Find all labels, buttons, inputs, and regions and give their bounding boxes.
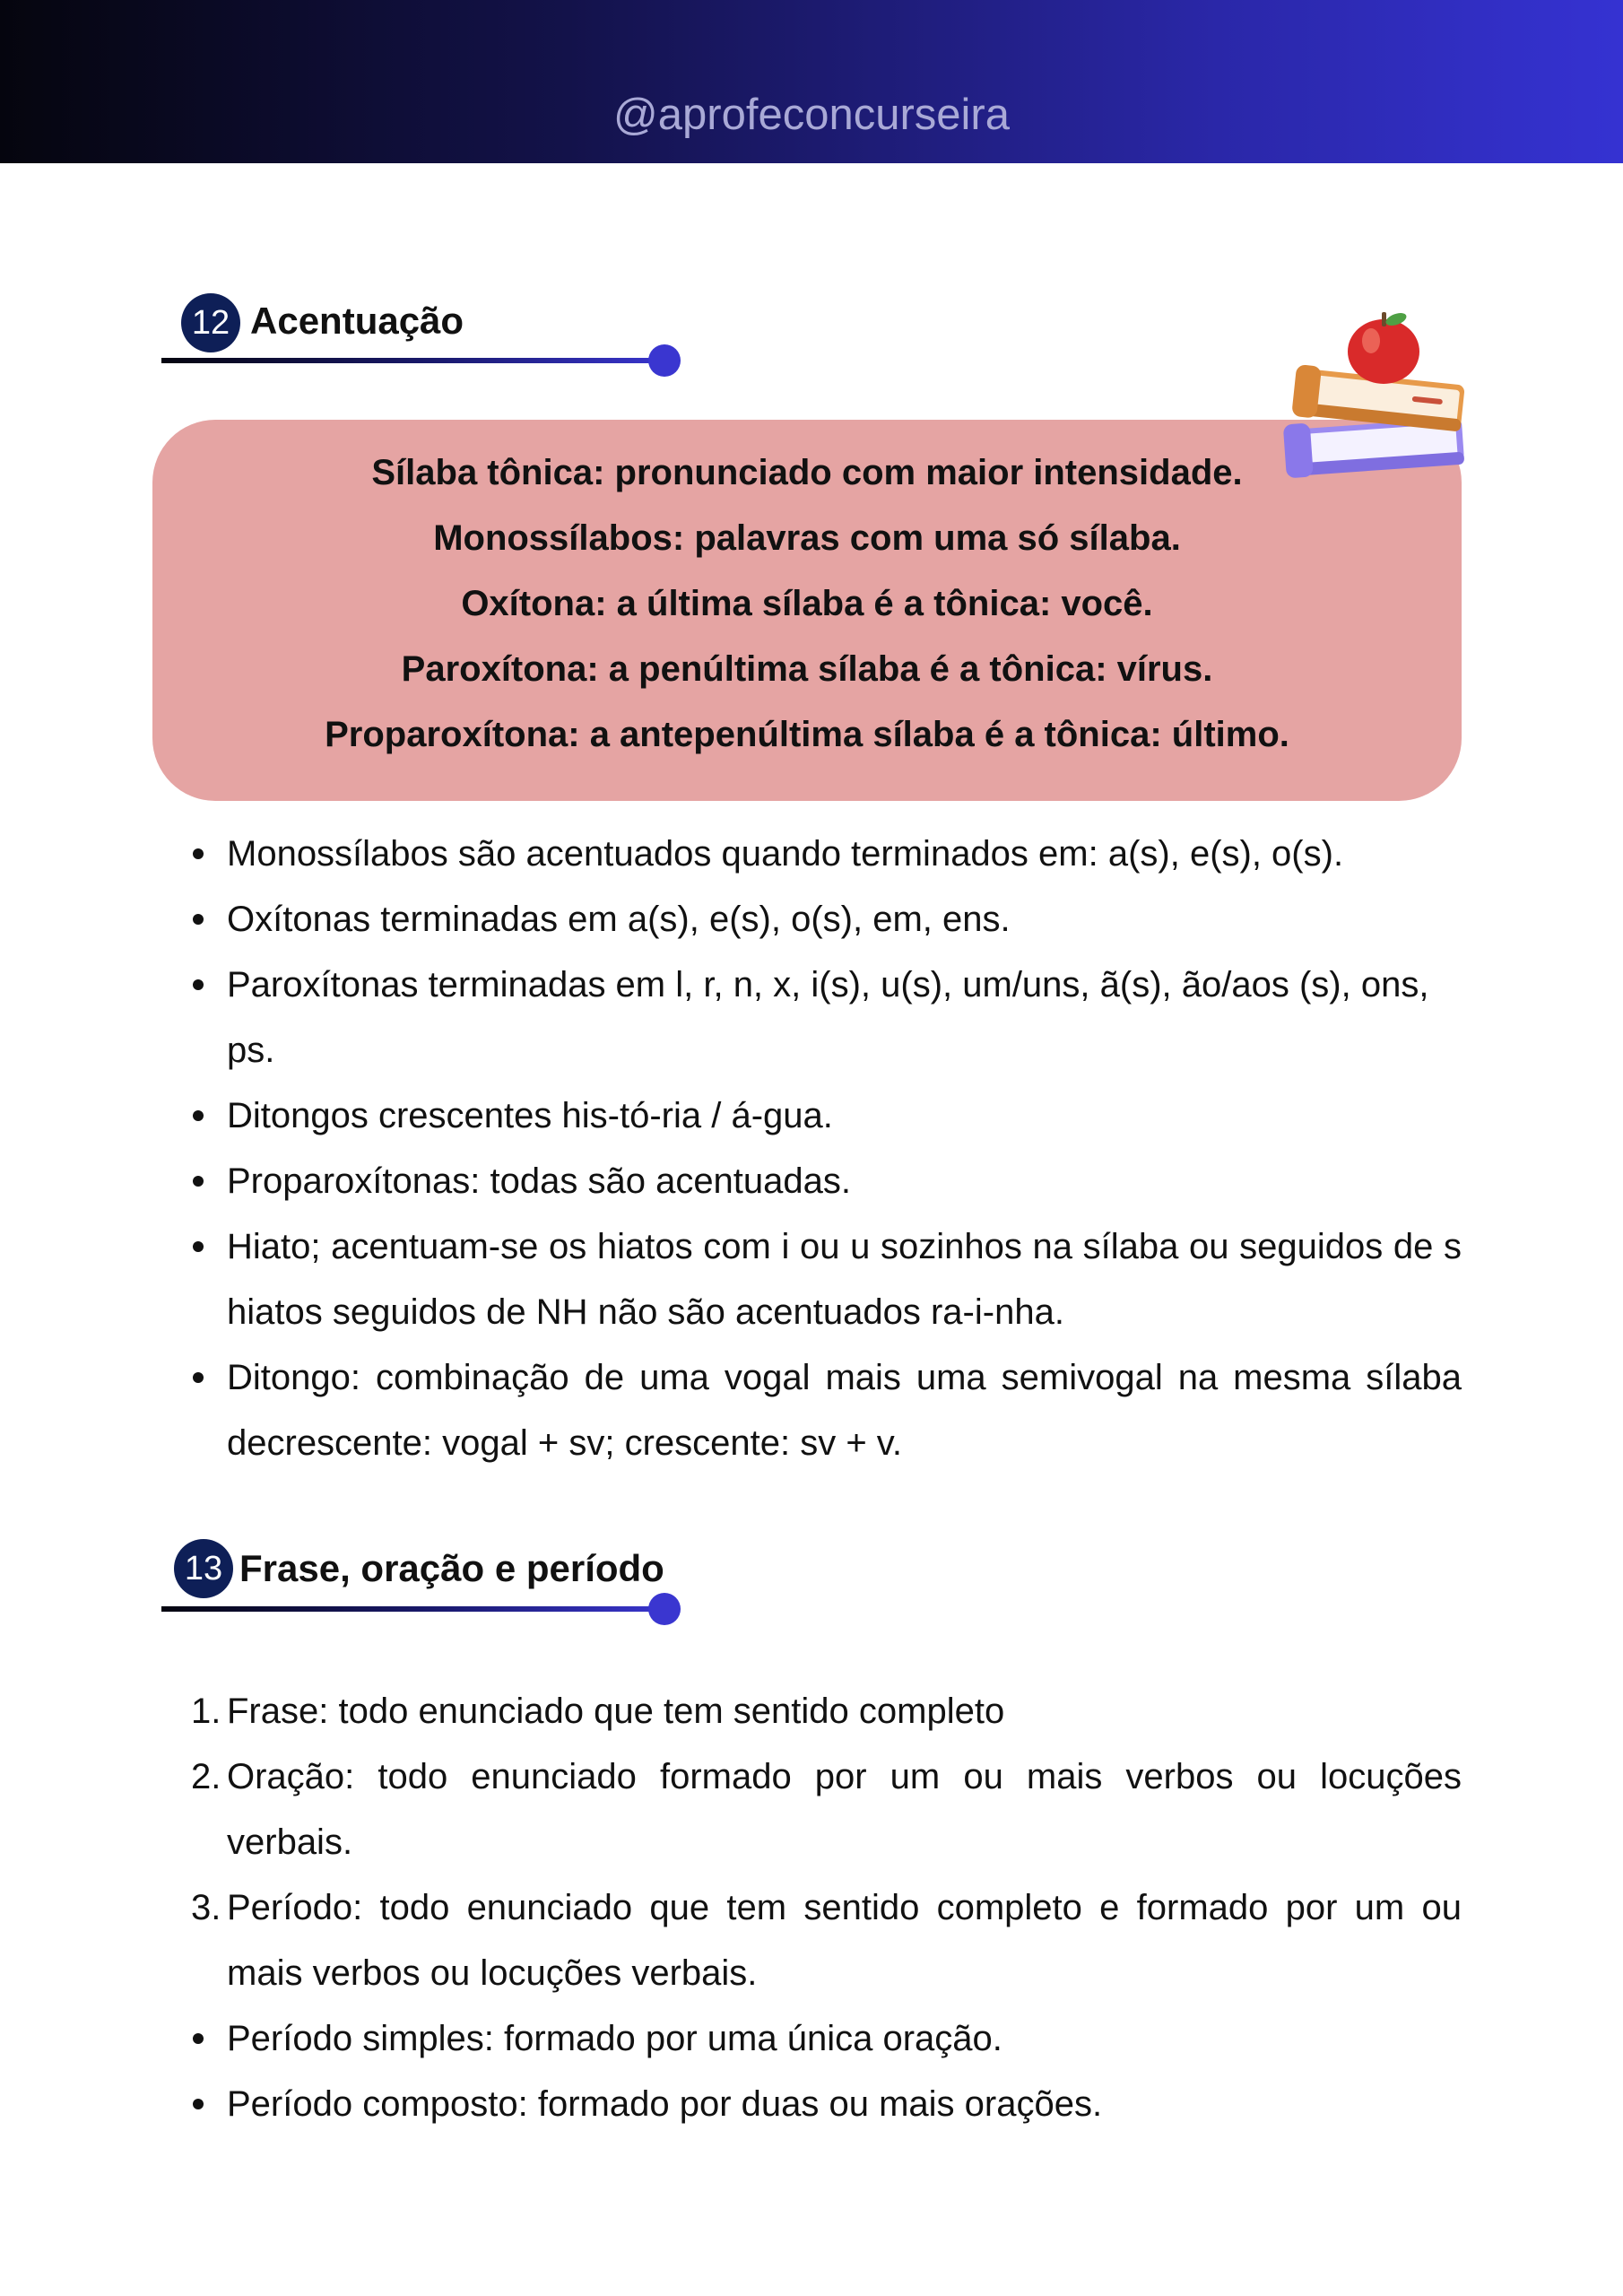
list-item-text: Paroxítonas terminadas em l, r, n, x, i(s), u(s), um/uns, ã(s), ão/aos (s), ons, ps. — [227, 965, 1429, 1070]
list-item — [227, 1345, 1462, 1476]
list-item-text: Ditongo: combinação de uma vogal mais uma semivogal na mesma sílaba decrescente: vogal + sv; crescente: sv + v. — [227, 1358, 1462, 1463]
sentence-types-list — [191, 1679, 1462, 2137]
item-number: 3. — [191, 1888, 221, 1927]
list-item-text: Hiato; acentuam-se os hiatos com i ou u sozinhos na sílaba ou seguidos de s hiatos seguidos de NH não são acentuados ra-i-nha. — [227, 1227, 1462, 1332]
list-item-text: Oração: todo enunciado formado por um ou mais verbos ou locuções verbais. — [227, 1757, 1462, 1862]
section-underline — [161, 358, 673, 363]
section-number-badge: 13 — [174, 1539, 233, 1598]
bullet-icon — [193, 979, 204, 990]
bullet-icon — [193, 1176, 204, 1187]
list-item — [227, 822, 1462, 887]
definition-line: Paroxítona: a penúltima sílaba é a tônica: vírus. — [401, 649, 1213, 689]
numbered-item — [191, 1875, 1462, 2006]
definition-line: Sílaba tônica: pronunciado com maior intensidade. — [371, 453, 1243, 492]
item-number: 2. — [191, 1757, 221, 1796]
definition-box — [152, 420, 1462, 801]
accent-rules-list — [227, 822, 1462, 1476]
definition-line: Monossílabos: palavras com uma só sílaba. — [433, 518, 1181, 558]
section-number-badge: 12 — [181, 293, 240, 352]
books-with-apple-icon — [1278, 307, 1484, 495]
bullet-icon — [193, 848, 204, 859]
list-item — [227, 887, 1462, 952]
list-item-text: Frase: todo enunciado que tem sentido completo — [227, 1692, 1005, 1731]
list-item-text: Período simples: formado por uma única oração. — [227, 2019, 1002, 2058]
page-header — [0, 0, 1623, 163]
list-item-text: Período composto: formado por duas ou mais orações. — [227, 2084, 1103, 2124]
list-item — [227, 1214, 1462, 1345]
section-underline-dot — [648, 344, 681, 377]
bullet-icon — [193, 1110, 204, 1121]
list-item — [227, 952, 1462, 1083]
section-title: Frase, oração e período — [239, 1547, 664, 1589]
bullet-icon — [193, 1372, 204, 1383]
list-item — [227, 2072, 1462, 2137]
list-item-text: Oxítonas terminadas em a(s), e(s), o(s), em, ens. — [227, 900, 1011, 939]
definition-line: Oxítona: a última sílaba é a tônica: você. — [461, 584, 1153, 623]
list-item-text: Período: todo enunciado que tem sentido completo e formado por um ou mais verbos ou locuções verbais. — [227, 1888, 1462, 1993]
list-item — [227, 1083, 1462, 1149]
section-underline — [161, 1606, 673, 1612]
numbered-item — [191, 1679, 1462, 1744]
list-item — [227, 1149, 1462, 1214]
bullet-icon — [193, 2033, 204, 2044]
list-item — [227, 2006, 1462, 2072]
bullet-icon — [193, 2099, 204, 2109]
list-item-text: Ditongos crescentes his-tó-ria / á-gua. — [227, 1096, 833, 1135]
list-item-text: Proparoxítonas: todas são acentuadas. — [227, 1161, 852, 1201]
section-underline-dot — [648, 1593, 681, 1625]
bullet-icon — [193, 914, 204, 925]
definition-line: Proparoxítona: a antepenúltima sílaba é a tônica: último. — [325, 715, 1289, 754]
header-handle: @aprofeconcurseira — [613, 91, 1010, 139]
section-title: Acentuação — [250, 300, 464, 342]
numbered-item — [191, 1744, 1462, 1875]
item-number: 1. — [191, 1692, 221, 1731]
bullet-icon — [193, 1241, 204, 1252]
list-item-text: Monossílabos são acentuados quando terminados em: a(s), e(s), o(s). — [227, 834, 1344, 874]
